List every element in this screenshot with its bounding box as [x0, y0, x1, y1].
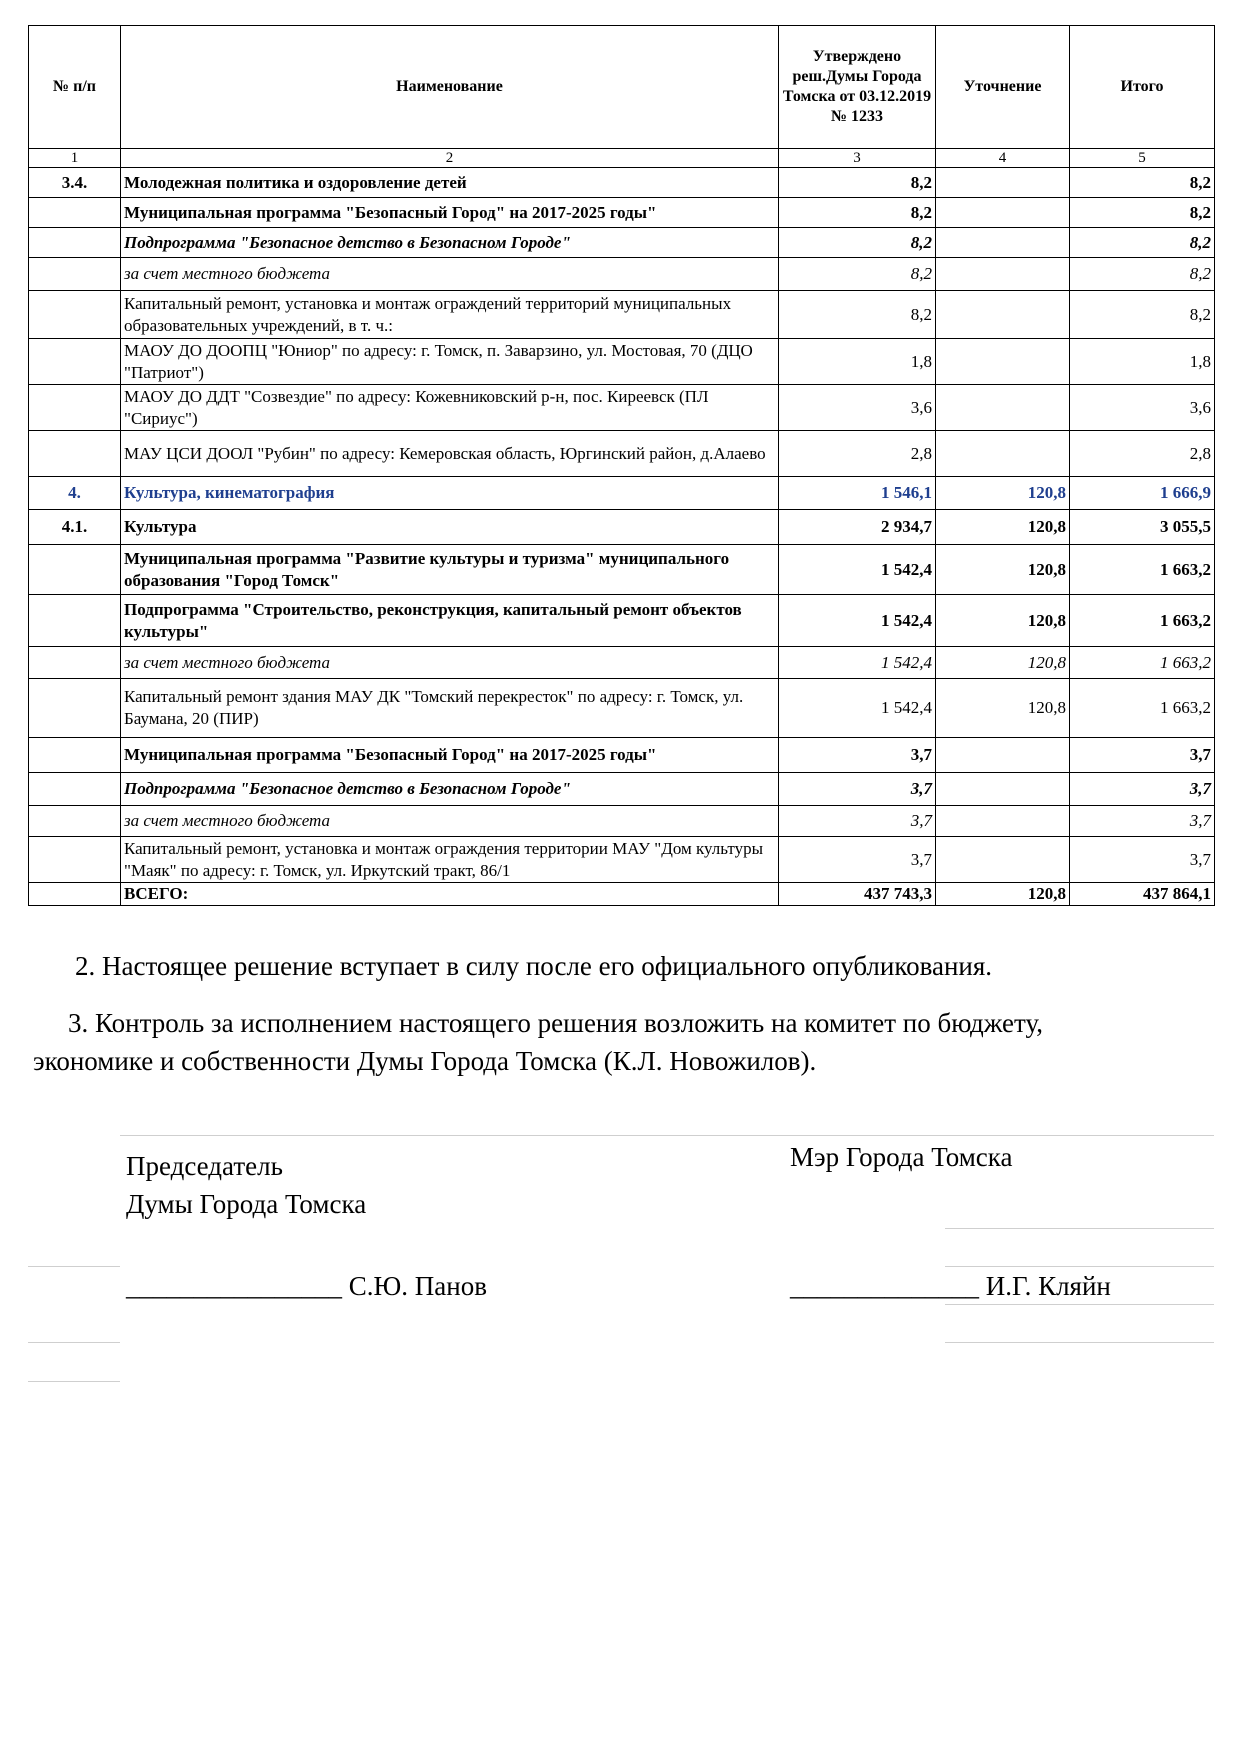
row-name: Молодежная политика и оздоровление детей [121, 168, 779, 198]
row-change [936, 228, 1070, 258]
budget-table [28, 25, 1215, 906]
row-num [29, 431, 121, 477]
row-approved: 3,6 [779, 385, 936, 431]
row-approved: 8,2 [779, 198, 936, 228]
header-total: Итого [1070, 26, 1215, 149]
row-change [936, 837, 1070, 883]
table-header-row [29, 26, 1215, 149]
header-name: Наименование [121, 26, 779, 149]
table-row [29, 595, 1215, 647]
table-row [29, 198, 1215, 228]
row-name: Подпрограмма "Безопасное детство в Безопасном Городе" [121, 773, 779, 806]
signature-rule [945, 1342, 1214, 1343]
row-change: 120,8 [936, 679, 1070, 738]
row-change: 120,8 [936, 595, 1070, 647]
row-num [29, 339, 121, 385]
table-row [29, 647, 1215, 679]
paragraph-3-line-1: 3. Контроль за исполнением настоящего решения возложить на комитет по бюджету, [68, 1008, 1044, 1038]
row-num [29, 228, 121, 258]
signature-rule [945, 1266, 1214, 1267]
column-number: 1 [29, 149, 121, 168]
row-change: 120,8 [936, 883, 1070, 906]
row-total: 8,2 [1070, 258, 1215, 291]
signature-rule [120, 1135, 1214, 1136]
table-row [29, 339, 1215, 385]
row-approved: 2 934,7 [779, 510, 936, 545]
row-name: Подпрограмма "Строительство, реконструкция, капитальный ремонт объектов культуры" [121, 595, 779, 647]
row-change [936, 431, 1070, 477]
chairman-signature: ________________ С.Ю. Панов [126, 1271, 487, 1301]
row-total: 8,2 [1070, 228, 1215, 258]
chairman-title-2: Думы Города Томска [126, 1189, 367, 1219]
table-row [29, 258, 1215, 291]
row-total: 3,6 [1070, 385, 1215, 431]
row-total: 1 663,2 [1070, 595, 1215, 647]
row-total: 1 663,2 [1070, 647, 1215, 679]
row-total: 3,7 [1070, 773, 1215, 806]
row-total: 8,2 [1070, 291, 1215, 339]
row-name: Культура, кинематография [121, 477, 779, 510]
row-approved: 1 542,4 [779, 595, 936, 647]
signature-rule [28, 1381, 120, 1382]
row-num [29, 837, 121, 883]
row-total: 1 663,2 [1070, 679, 1215, 738]
row-num [29, 198, 121, 228]
table-row [29, 385, 1215, 431]
row-total: 1,8 [1070, 339, 1215, 385]
row-total: 1 663,2 [1070, 545, 1215, 595]
row-change [936, 738, 1070, 773]
row-approved: 3,7 [779, 806, 936, 837]
row-total: 2,8 [1070, 431, 1215, 477]
signature-rule [28, 1266, 120, 1267]
row-name: за счет местного бюджета [121, 258, 779, 291]
row-approved: 1 546,1 [779, 477, 936, 510]
row-change [936, 198, 1070, 228]
row-num [29, 806, 121, 837]
row-change [936, 168, 1070, 198]
row-approved: 1,8 [779, 339, 936, 385]
column-numbers-row [29, 149, 1215, 168]
row-change [936, 291, 1070, 339]
row-total: 437 864,1 [1070, 883, 1215, 906]
table-row [29, 168, 1215, 198]
paragraph-3-line-2: экономике и собственности Думы Города Томска (К.Л. Новожилов). [33, 1046, 817, 1076]
column-number: 5 [1070, 149, 1215, 168]
table-row [29, 477, 1215, 510]
row-name: Муниципальная программа "Развитие культуры и туризма" муниципального образования "Город Томск" [121, 545, 779, 595]
row-total: 3,7 [1070, 738, 1215, 773]
row-approved: 437 743,3 [779, 883, 936, 906]
row-num [29, 883, 121, 906]
row-name: Муниципальная программа "Безопасный Город" на 2017-2025 годы" [121, 198, 779, 228]
row-total: 3 055,5 [1070, 510, 1215, 545]
signature-rule [28, 1342, 120, 1343]
row-num: 4. [29, 477, 121, 510]
column-number: 2 [121, 149, 779, 168]
row-change [936, 806, 1070, 837]
row-num [29, 258, 121, 291]
row-name: ВСЕГО: [121, 883, 779, 906]
row-approved: 3,7 [779, 773, 936, 806]
row-name: Муниципальная программа "Безопасный Город" на 2017-2025 годы" [121, 738, 779, 773]
row-total: 3,7 [1070, 837, 1215, 883]
header-num: № п/п [29, 26, 121, 149]
table-row [29, 773, 1215, 806]
row-name: МАУ ЦСИ ДООЛ "Рубин" по адресу: Кемеровская область, Юргинский район, д.Алаево [121, 431, 779, 477]
table-row [29, 228, 1215, 258]
row-approved: 8,2 [779, 291, 936, 339]
signature-rule [945, 1228, 1214, 1229]
row-total: 1 666,9 [1070, 477, 1215, 510]
row-change [936, 339, 1070, 385]
row-change [936, 385, 1070, 431]
column-number: 3 [779, 149, 936, 168]
row-change [936, 773, 1070, 806]
row-total: 8,2 [1070, 168, 1215, 198]
row-name: Культура [121, 510, 779, 545]
row-num: 3.4. [29, 168, 121, 198]
row-approved: 8,2 [779, 228, 936, 258]
table-row [29, 291, 1215, 339]
row-approved: 3,7 [779, 837, 936, 883]
row-name: Подпрограмма "Безопасное детство в Безопасном Городе" [121, 228, 779, 258]
row-name: Капитальный ремонт, установка и монтаж ограждения территории МАУ "Дом культуры "Маяк" по адресу: г. Томск, ул. Иркутский тракт, 86/1 [121, 837, 779, 883]
row-num [29, 385, 121, 431]
row-approved: 3,7 [779, 738, 936, 773]
table-row [29, 806, 1215, 837]
table-total-row [29, 883, 1215, 906]
row-total: 3,7 [1070, 806, 1215, 837]
row-change [936, 258, 1070, 291]
header-approved: Утверждено реш.Думы Города Томска от 03.12.2019 № 1233 [779, 26, 936, 149]
row-approved: 8,2 [779, 258, 936, 291]
signature-rule [945, 1304, 1214, 1305]
row-num [29, 679, 121, 738]
table-row [29, 738, 1215, 773]
row-change: 120,8 [936, 545, 1070, 595]
row-num: 4.1. [29, 510, 121, 545]
mayor-title: Мэр Города Томска [790, 1142, 1013, 1172]
row-num [29, 773, 121, 806]
row-name: МАОУ ДО ДООПЦ "Юниор" по адресу: г. Томск, п. Заварзино, ул. Мостовая, 70 (ДЦО "Патриот") [121, 339, 779, 385]
row-approved: 8,2 [779, 168, 936, 198]
table-row [29, 837, 1215, 883]
row-change: 120,8 [936, 647, 1070, 679]
table-row [29, 545, 1215, 595]
table-row [29, 679, 1215, 738]
row-change: 120,8 [936, 477, 1070, 510]
row-name: за счет местного бюджета [121, 647, 779, 679]
row-name: за счет местного бюджета [121, 806, 779, 837]
table-row [29, 510, 1215, 545]
row-approved: 1 542,4 [779, 647, 936, 679]
row-num [29, 545, 121, 595]
table-row [29, 431, 1215, 477]
row-approved: 1 542,4 [779, 545, 936, 595]
row-total: 8,2 [1070, 198, 1215, 228]
mayor-signature: ______________ И.Г. Кляйн [790, 1271, 1111, 1301]
chairman-title-1: Председатель [126, 1151, 283, 1181]
header-change: Уточнение [936, 26, 1070, 149]
row-name: Капитальный ремонт здания МАУ ДК "Томский перекресток" по адресу: г. Томск, ул. Баумана, 20 (ПИР) [121, 679, 779, 738]
row-approved: 2,8 [779, 431, 936, 477]
row-num [29, 647, 121, 679]
row-num [29, 595, 121, 647]
row-name: Капитальный ремонт, установка и монтаж ограждений территорий муниципальных образовательных учреждений, в т. ч.: [121, 291, 779, 339]
paragraph-2: 2. Настоящее решение вступает в силу после его официального опубликования. [75, 951, 993, 981]
row-num [29, 291, 121, 339]
row-name: МАОУ ДО ДДТ "Созвездие" по адресу: Кожевниковский р-н, пос. Киреевск (ПЛ "Сириус") [121, 385, 779, 431]
column-number: 4 [936, 149, 1070, 168]
row-num [29, 738, 121, 773]
row-approved: 1 542,4 [779, 679, 936, 738]
row-change: 120,8 [936, 510, 1070, 545]
